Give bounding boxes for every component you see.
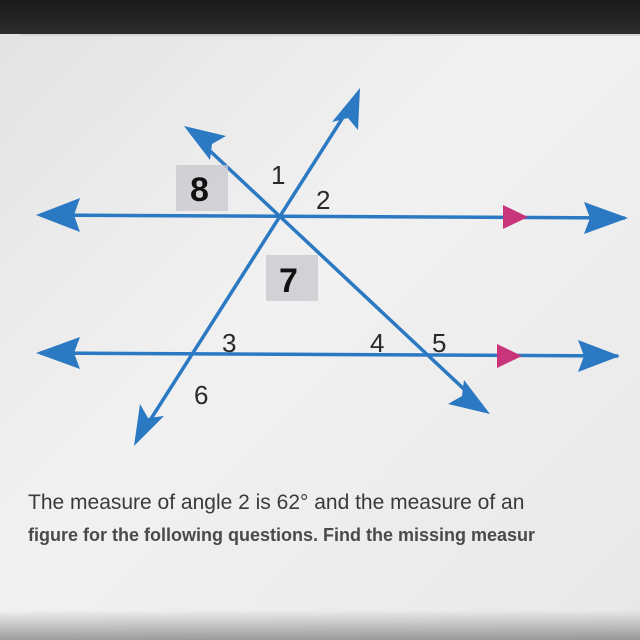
angle-label-2: 2 <box>316 185 331 215</box>
upper-line-left-arrowhead <box>36 198 80 232</box>
transversal-a-top-arrowhead <box>332 88 360 130</box>
angle-label-6: 6 <box>194 380 209 410</box>
angle-label-1: 1 <box>271 160 286 190</box>
lower-line-right-arrowhead <box>578 340 620 372</box>
question-line-2: figure for the following questions. Find the missing measur <box>28 525 536 545</box>
angle-label-5: 5 <box>432 328 447 358</box>
transversal-b-bottom-arrowhead <box>448 380 490 414</box>
angle-label-3: 3 <box>222 328 237 358</box>
transversal-b-top-arrowhead <box>184 126 226 160</box>
upper-line-parallel-marker <box>503 205 528 229</box>
angle-label-7: 7 <box>279 262 298 300</box>
angle-label-8: 8 <box>190 171 209 209</box>
upper-parallel-line <box>40 215 625 218</box>
question-line-1: The measure of angle 2 is 62° and the measure of an <box>28 491 525 514</box>
question-text <box>28 488 640 550</box>
transversal-line-b <box>192 134 482 406</box>
bottom-shadow <box>0 610 640 640</box>
angle-label-4: 4 <box>370 328 385 358</box>
lower-line-left-arrowhead <box>36 337 80 369</box>
lower-parallel-line <box>40 353 618 356</box>
upper-line-right-arrowhead <box>584 202 628 234</box>
transversal-a-bottom-arrowhead <box>134 404 164 446</box>
transversal-line-a <box>140 100 354 436</box>
lower-line-parallel-marker <box>497 344 522 368</box>
